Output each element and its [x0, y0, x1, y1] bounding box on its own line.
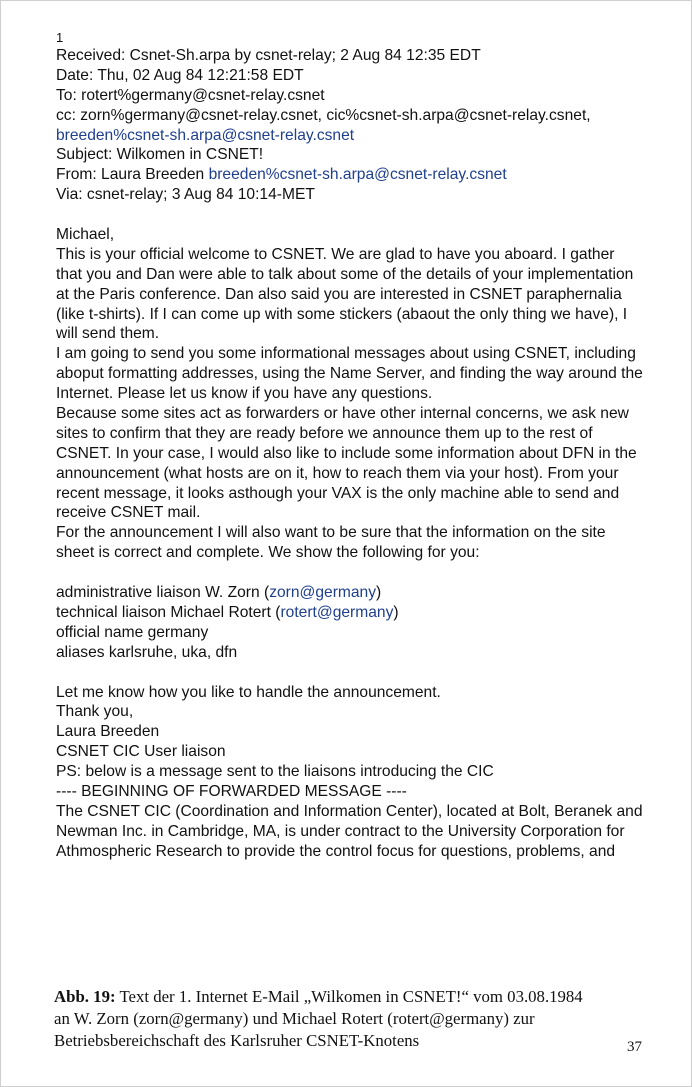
- closing-line: Athmospheric Research to provide the control focus for questions, problems, and: [56, 842, 616, 860]
- body-line: Because some sites act as forwarders or have other internal concerns, we ask new: [56, 405, 629, 423]
- header-cc-link[interactable]: breeden%csnet-sh.arpa@csnet-relay.csnet: [56, 126, 355, 144]
- header-received: Received: Csnet-Sh.arpa by csnet-relay; 2 Aug 84 12:35 EDT: [56, 47, 481, 64]
- closing-line: Thank you,: [56, 703, 134, 721]
- body-line: receive CSNET mail.: [56, 504, 201, 522]
- body-line: Michael,: [56, 226, 115, 244]
- body-line: aboput formatting addresses, using the Name Server, and finding the way around the: [56, 365, 643, 383]
- forward-marker: ---- BEGINNING OF FORWARDED MESSAGE ----: [56, 782, 407, 800]
- caption-text: Text der 1. Internet E-Mail „Wilkomen in CSNET!“ vom 03.08.1984 an W. Zorn (zorn@germany) und Michael Rotert (rotert@germany) zur Betriebsbereichschaft des Karlsruher CSNET-Knotens: [54, 987, 583, 1050]
- body-line: that you and Dan were able to talk about some of the details of your implementation: [56, 265, 634, 283]
- header-from: [56, 165, 676, 185]
- site-admin-liaison: [56, 583, 676, 603]
- body-line: For the announcement I will also want to be sure that the information on the site: [56, 524, 606, 542]
- body-line: will send them.: [56, 325, 160, 343]
- header-to: To: rotert%germany@csnet-relay.csnet: [56, 86, 325, 104]
- from-name: From: Laura Breeden: [56, 166, 209, 184]
- caption-label: Abb. 19:: [54, 987, 116, 1006]
- blank-line: [56, 663, 676, 683]
- body-line: sites to confirm that they are ready before we announce them up to the rest of: [56, 424, 593, 442]
- closing-line: PS: below is a message sent to the liaisons introducing the CIC: [56, 763, 494, 781]
- body-line: sheet is correct and complete. We show the following for you:: [56, 544, 480, 562]
- closing-line: Newman Inc. in Cambridge, MA, is under contract to the University Corporation for: [56, 822, 625, 840]
- from-email-link[interactable]: breeden%csnet-sh.arpa@csnet-relay.csnet: [208, 166, 507, 184]
- body-line: This is your official welcome to CSNET. We are glad to have you aboard. I gather: [56, 245, 615, 263]
- body-line: announcement (what hosts are on it, how to reach them via your host). From your: [56, 464, 619, 482]
- site-tech-liaison: [56, 603, 676, 623]
- figure-caption: [54, 986, 594, 1051]
- body-line: I am going to send you some informational messages about using CSNET, including: [56, 345, 636, 363]
- paren-close: ): [376, 584, 382, 602]
- header-cc: cc: zorn%germany@csnet-relay.csnet, cic%csnet-sh.arpa@csnet-relay.csnet,: [56, 106, 591, 124]
- admin-email-link[interactable]: zorn@germany: [269, 584, 377, 602]
- closing-line: CSNET CIC User liaison: [56, 743, 226, 761]
- page-number-top: 1: [56, 30, 64, 45]
- page-number-bottom: 37: [627, 1039, 642, 1055]
- tech-liaison-label: technical liaison Michael Rotert (: [56, 603, 281, 621]
- body-line: (like t-shirts). If I can come up with some stickers (abaout the only thing we have), I: [56, 305, 628, 323]
- body-line: Internet. Please let us know if you have any questions.: [56, 385, 433, 403]
- header-date: Date: Thu, 02 Aug 84 12:21:58 EDT: [56, 66, 304, 84]
- closing-line: Laura Breeden: [56, 723, 160, 741]
- body-line: recent message, it looks asthough your VAX is the only machine able to send and: [56, 484, 620, 502]
- site-official-name: official name germany: [56, 623, 209, 641]
- tech-email-link[interactable]: rotert@germany: [280, 603, 394, 621]
- paren-close: ): [393, 603, 399, 621]
- blank-line: [56, 205, 676, 225]
- body-line: at the Paris conference. Dan also said you are interested in CSNET paraphernalia: [56, 285, 622, 303]
- admin-liaison-label: administrative liaison W. Zorn (: [56, 584, 270, 602]
- header-via: Via: csnet-relay; 3 Aug 84 10:14-MET: [56, 186, 315, 204]
- body-line: CSNET. In your case, I would also like to include some information about DFN in the: [56, 444, 637, 462]
- header-subject: Subject: Wilkomen in CSNET!: [56, 146, 264, 164]
- site-aliases: aliases karlsruhe, uka, dfn: [56, 643, 238, 661]
- closing-line: Let me know how you like to handle the announcement.: [56, 683, 441, 701]
- closing-line: The CSNET CIC (Coordination and Information Center), located at Bolt, Beranek and: [56, 802, 643, 820]
- email-text: [56, 46, 676, 862]
- blank-line: [56, 563, 676, 583]
